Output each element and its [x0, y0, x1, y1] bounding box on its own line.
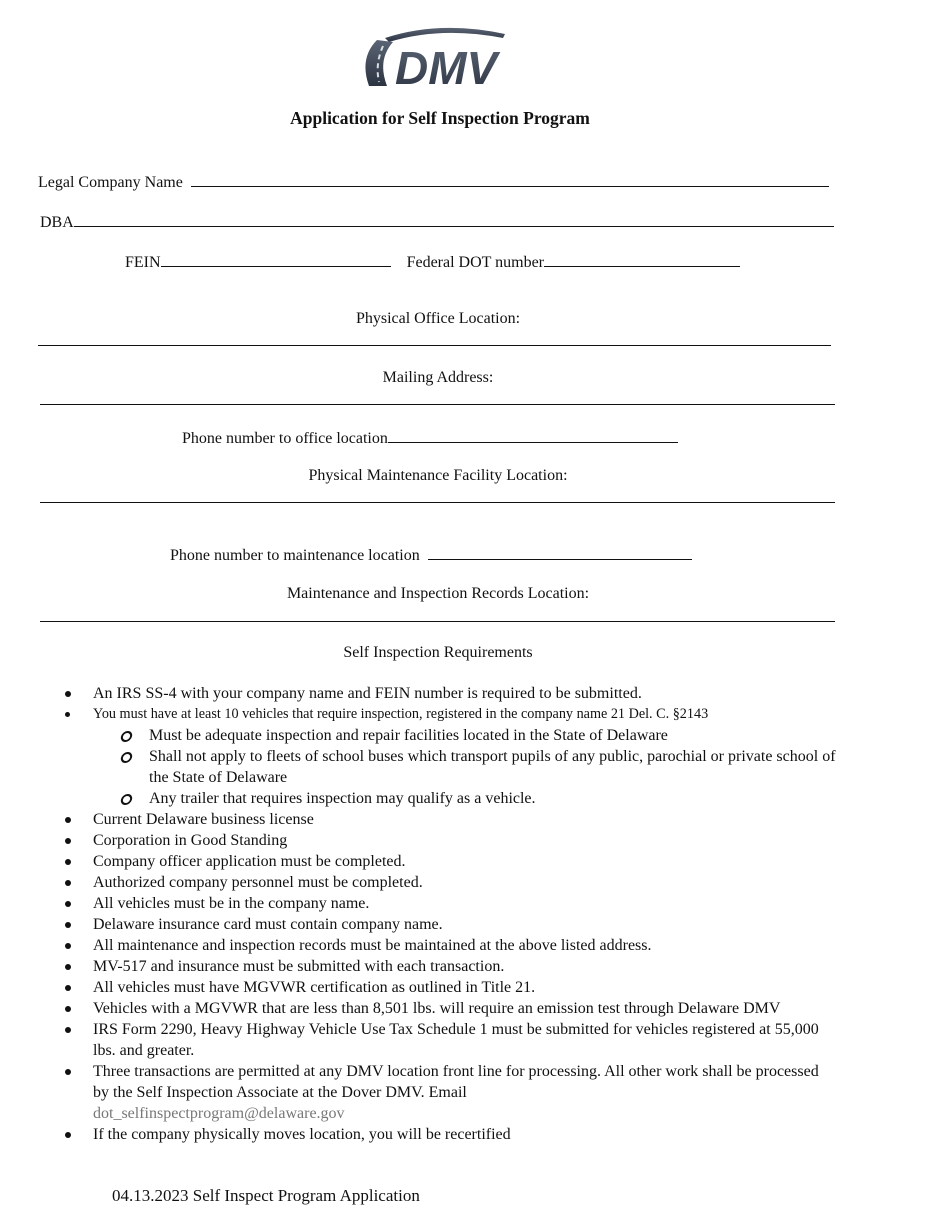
circle-bullet-icon [120, 794, 134, 805]
requirements-list [0, 683, 950, 1145]
dba-label: DBA [40, 214, 74, 231]
records-location-field[interactable] [40, 621, 835, 622]
bullet-icon [65, 1132, 71, 1138]
bullet-icon [65, 880, 71, 886]
phone-office-field[interactable] [388, 428, 678, 443]
phone-maintenance-field[interactable] [428, 545, 692, 560]
physical-maintenance-label: Physical Maintenance Facility Location: [308, 467, 568, 484]
fein-field[interactable] [161, 252, 391, 267]
list-item: Corporation in Good Standing [0, 830, 833, 851]
fein-label: FEIN [125, 254, 161, 271]
list-item: All vehicles must have MGVWR certification as outlined in Title 21. [0, 977, 833, 998]
list-item: You must have at least 10 vehicles that require inspection, registered in the company name 21 Del. C. §2143 [0, 704, 833, 725]
dmv-logo [355, 24, 525, 90]
dba-row [40, 212, 834, 232]
federal-dot-label: Federal DOT number [406, 254, 545, 271]
bullet-icon [65, 985, 71, 991]
bullet-icon [65, 859, 71, 865]
phone-office-row [182, 428, 678, 448]
list-item: Vehicles with a MGVWR that are less than 8,501 lbs. will require an emission test through Delaware DMV [0, 998, 853, 1019]
bullet-icon [65, 1006, 71, 1012]
list-item: An IRS SS-4 with your company name and FEIN number is required to be submitted. [0, 683, 833, 704]
bullet-icon [65, 712, 70, 717]
list-item: Delaware insurance card must contain company name. [0, 914, 833, 935]
mailing-address-label: Mailing Address: [382, 369, 494, 386]
physical-office-label: Physical Office Location: [355, 310, 521, 327]
list-item: Authorized company personnel must be completed. [0, 872, 833, 893]
bullet-icon [65, 964, 71, 970]
list-item: MV-517 and insurance must be submitted with each transaction. [0, 956, 833, 977]
physical-office-field[interactable] [38, 345, 831, 346]
physical-maintenance-field[interactable] [40, 502, 835, 503]
bullet-icon [65, 922, 71, 928]
sub-list-item: Must be adequate inspection and repair facilities located in the State of Delaware [0, 725, 839, 746]
list-item: All vehicles must be in the company name. [0, 893, 833, 914]
records-location-label: Maintenance and Inspection Records Location: [286, 585, 590, 602]
list-item: Three transactions are permitted at any DMV location front line for processing. All other work shall be processed by the Self Inspection Associate at the Dover DMV. Email dot_selfinspectprogram@delaware.gov [0, 1061, 833, 1124]
svg-text:DMV: DMV [395, 42, 498, 90]
list-item: IRS Form 2290, Heavy Highway Vehicle Use Tax Schedule 1 must be submitted for vehicles registered at 55,000 lbs. and greater. [0, 1019, 833, 1061]
phone-maintenance-row [170, 545, 692, 565]
requirements-heading: Self Inspection Requirements [343, 644, 533, 661]
list-item: Company officer application must be completed. [0, 851, 833, 872]
email-link[interactable]: dot_selfinspectprogram@delaware.gov [93, 1105, 345, 1122]
list-item: If the company physically moves location, you will be recertified [0, 1124, 833, 1145]
bullet-icon [65, 691, 71, 697]
footer: 04.13.2023 Self Inspect Program Application [112, 1186, 420, 1205]
list-item: Current Delaware business license [0, 809, 833, 830]
bullet-icon [65, 817, 71, 823]
sub-list-item: Any trailer that requires inspection may qualify as a vehicle. [0, 788, 839, 809]
bullet-icon [65, 1069, 71, 1075]
federal-dot-field[interactable] [544, 252, 740, 267]
sub-list-item: Shall not apply to fleets of school buses which transport pupils of any public, parochial or private school of the State of Delaware [0, 746, 839, 788]
bullet-icon [65, 943, 71, 949]
circle-bullet-icon [120, 731, 134, 742]
legal-company-name-field[interactable] [191, 172, 829, 187]
fein-row [125, 252, 740, 272]
list-item: All maintenance and inspection records must be maintained at the above listed address. [0, 935, 833, 956]
legal-company-name-row [38, 172, 829, 192]
bullet-icon [65, 901, 71, 907]
phone-maintenance-label: Phone number to maintenance location [170, 547, 420, 564]
circle-bullet-icon [120, 752, 134, 763]
bullet-icon [65, 1027, 71, 1033]
dba-field[interactable] [74, 212, 834, 227]
mailing-address-field[interactable] [40, 404, 835, 405]
legal-company-name-label: Legal Company Name [38, 174, 183, 191]
phone-office-label: Phone number to office location [182, 430, 388, 447]
page-title: Application for Self Inspection Program [290, 108, 590, 128]
bullet-icon [65, 838, 71, 844]
